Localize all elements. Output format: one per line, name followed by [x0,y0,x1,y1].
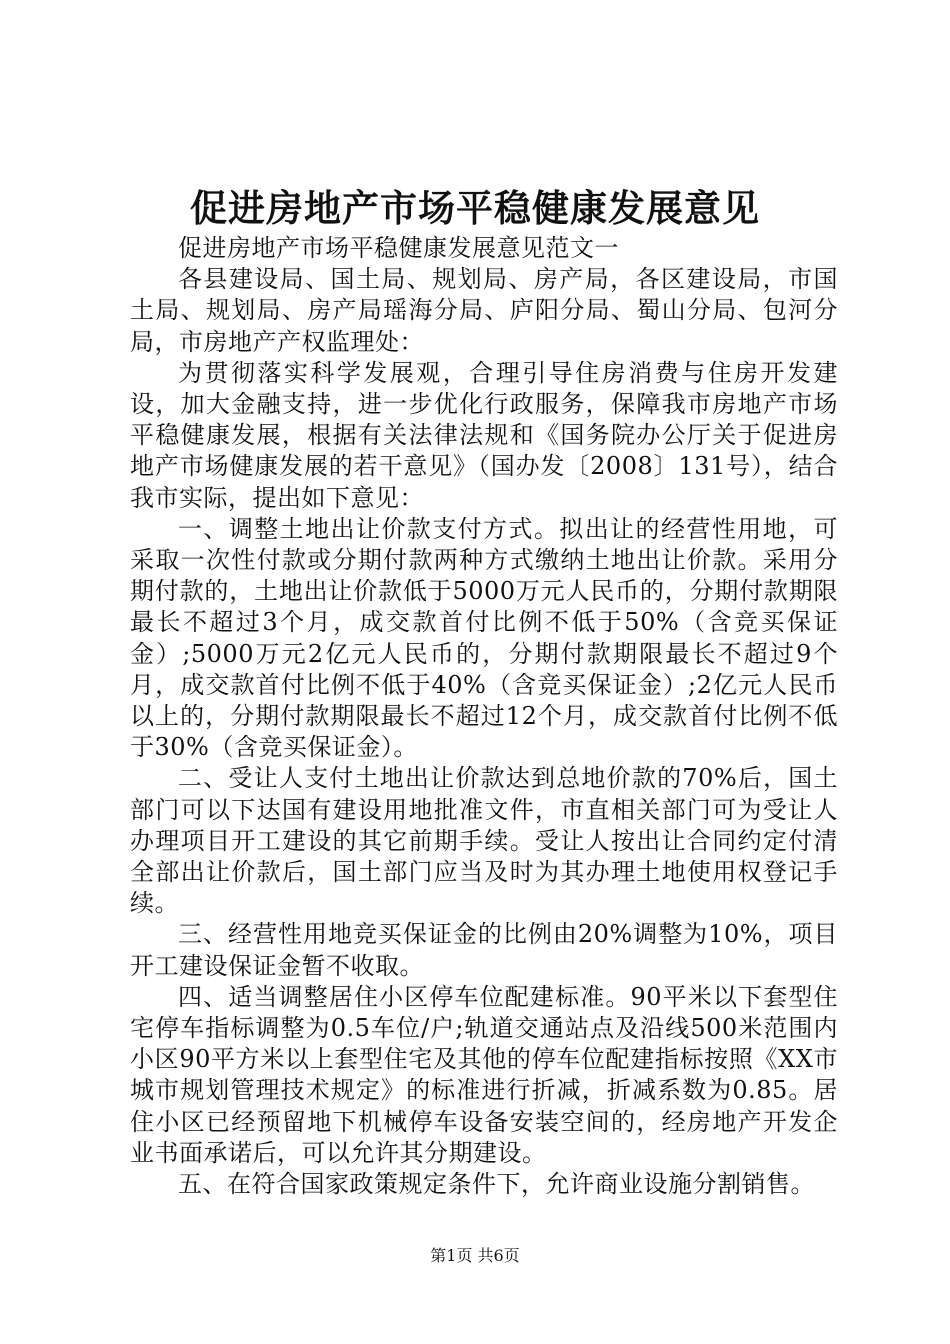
document-body [130,233,838,1200]
document-title: 促进房地产市场平稳健康发展意见 [190,186,760,230]
paragraph-intro: 为贯彻落实科学发展观，合理引导住房消费与住房开发建设，加大金融支持，进一步优化行政服务，保障我市房地产市场平稳健康发展，根据有关法律法规和《国务院办公厅关于促进房地产市场健康发展的若干意见》（国办发〔2008〕131号），结合我市实际，提出如下意见： [130,358,838,512]
page-number-footer: 第1页 共6页 [430,1246,520,1265]
paragraph-item-2: 二、受让人支付土地出让价款达到总地价款的70%后，国土部门可以下达国有建设用地批准文件，市直相关部门可为受让人办理项目开工建设的其它前期手续。受让人按出让合同约定付清全部出让价款后，国土部门应当及时为其办理土地使用权登记手续。 [130,764,838,918]
paragraph-item-5: 五、在符合国家政策规定条件下，允许商业设施分割销售。 [178,1170,815,1199]
paragraph-item-4: 四、适当调整居住小区停车位配建标准。90平米以下套型住宅停车指标调整为0.5车位/户;轨道交通站点及沿线500米范围内小区90平方米以上套型住宅及其他的停车位配建指标按照《XX市城市规划管理技术规定》的标准进行折减，折减系数为0.85。居住小区已经预留地下机械停车设备安装空间的，经房地产开发企业书面承诺后，可以允许其分期建设。 [130,982,838,1167]
paragraph-item-3: 三、经营性用地竞买保证金的比例由20%调整为10%，项目开工建设保证金暂不收取。 [130,920,838,980]
paragraph-addressees: 各县建设局、国土局、规划局、房产局，各区建设局，市国土局、规划局、房产局瑶海分局、庐阳分局、蜀山分局、包河分局，市房地产产权监理处： [130,265,838,356]
paragraph-item-1: 一、调整土地出让价款支付方式。拟出让的经营性用地，可采取一次性付款或分期付款两种方式缴纳土地出让价款。采用分期付款的，土地出让价款低于5000万元人民币的，分期付款期限最长不超过3个月，成交款首付比例不低于50%（含竞买保证金）;5000万元2亿元人民币的，分期付款期限最长不超过9个月，成交款首付比例不低于40%（含竞买保证金）;2亿元人民币以上的，分期付款期限最长不超过12个月，成交款首付比例不低于30%（含竞买保证金）。 [130,514,838,762]
paragraph-subtitle: 促进房地产市场平稳健康发展意见范文一 [178,234,619,262]
